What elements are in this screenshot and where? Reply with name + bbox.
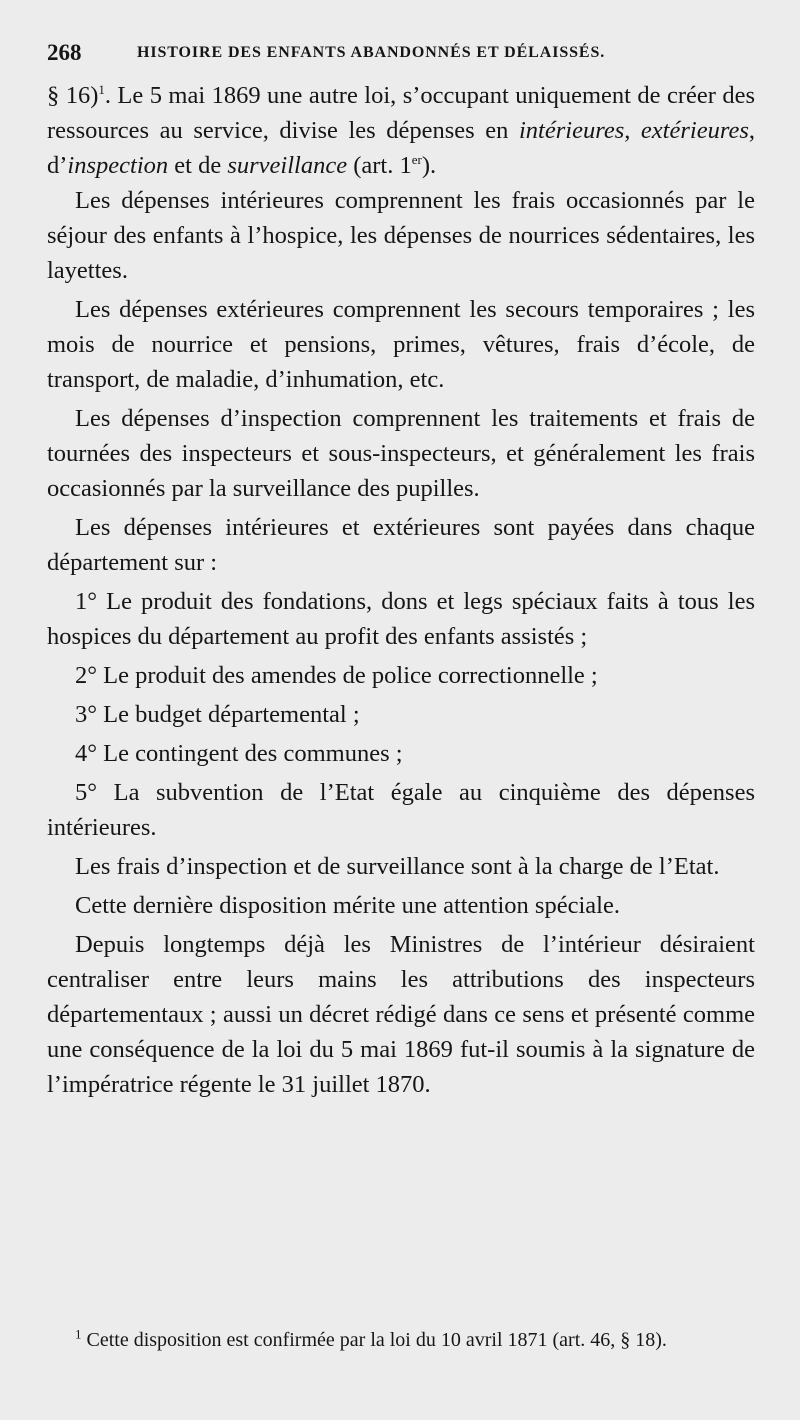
footnote: [47, 1325, 755, 1355]
paragraph-interior-expenses: Les dépenses intérieures comprennent les frais occasionnés par le séjour des enfants à l’hospice, les dépenses de nourrices sédentaires, les layettes.: [47, 187, 755, 284]
text-run: ).: [421, 152, 437, 179]
footnote-body: Cette disposition est confirmée par la loi du 10 avril 1871 (art. 46, § 18).: [81, 1329, 667, 1351]
paragraph-state-charge: Les frais d’inspection et de surveillance sont à la charge de l’Etat.: [75, 853, 720, 880]
paragraph-exterior-expenses: Les dépenses extérieures comprennent les secours temporaires ; les mois de nourrice et pensions, primes, vêtures, frais d’école, de transport, de maladie, d’inhumation, etc.: [47, 296, 755, 393]
list-item: 3° Le budget départemental ;: [75, 701, 360, 728]
running-title: HISTOIRE DES ENFANTS ABANDONNÉS ET DÉLAISSÉS.: [137, 44, 606, 61]
superscript: er: [411, 151, 422, 167]
paragraph-law-1869: [47, 78, 755, 183]
text-run: et de: [168, 152, 228, 179]
list-item: 1° Le produit des fondations, dons et legs spéciaux faits à tous les hospices du département au profit des enfants assistés ;: [47, 588, 755, 650]
paragraph-special-attention: Cette dernière disposition mérite une attention spéciale.: [75, 892, 620, 919]
paragraph-payment-sources: Les dépenses intérieures et extérieures sont payées dans chaque département sur :: [47, 514, 755, 576]
list-item: 4° Le contingent des communes ;: [75, 740, 403, 767]
text-run: (art. 1: [347, 152, 412, 179]
paragraph-inspection-expenses: Les dépenses d’inspection comprennent les traitements et frais de tournées des inspecteurs et sous-inspecteurs, et généralement les frais occasionnés par la surveillance des pupilles.: [47, 405, 755, 502]
italic-term: inspection: [67, 152, 169, 179]
page-number: 268: [47, 40, 82, 65]
italic-term: surveillance: [227, 152, 348, 179]
text-run: § 16): [47, 82, 99, 109]
page-body: [47, 78, 755, 1102]
paragraph-ministers-decree: Depuis longtemps déjà les Ministres de l’intérieur désiraient centraliser entre leurs mains les attributions des inspecteurs départementaux ; aussi un décret rédigé dans ce sens et présenté comme une conséquence de la loi du 5 mai 1869 fut-il soumis à la signature de l’impératrice régente le 31 juillet 1870.: [47, 931, 755, 1098]
footnote-reference: 1: [98, 81, 105, 97]
footnote-mark: 1: [75, 1326, 82, 1342]
text-run: . Le 5 mai 1869 une autre loi, s’occupant uniquement de créer des ressources au service, divise les dépenses en: [47, 82, 755, 144]
list-item: 5° La subvention de l’Etat égale au cinquième des dépenses intérieures.: [47, 779, 755, 841]
text-run: , d’: [47, 117, 755, 179]
italic-term: intérieures, extérieures: [519, 117, 749, 144]
page-header: [47, 40, 782, 70]
list-item: 2° Le produit des amendes de police correctionnelle ;: [75, 662, 598, 689]
footnote-text: [47, 1325, 755, 1355]
